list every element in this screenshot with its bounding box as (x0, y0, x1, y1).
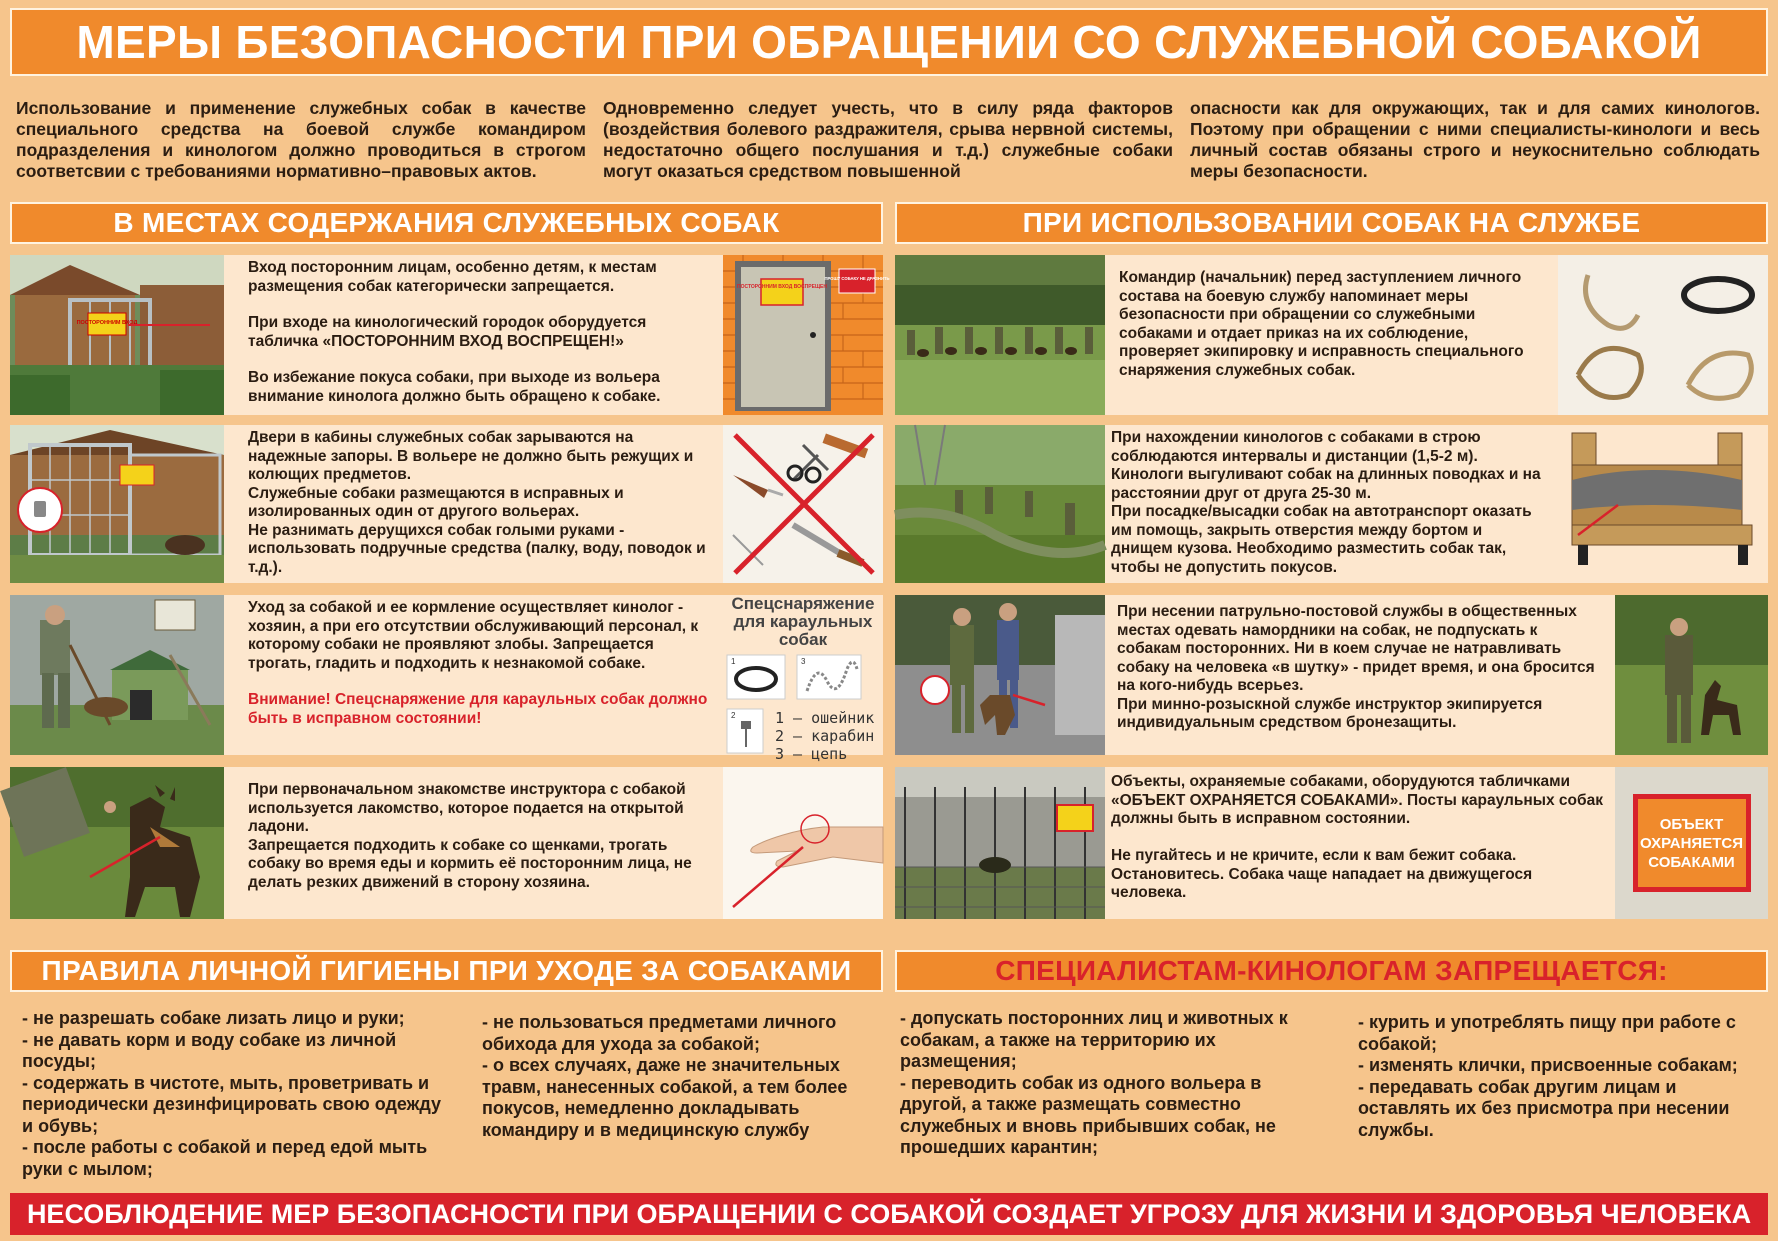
hygiene-title: ПРАВИЛА ЛИЧНОЙ ГИГИЕНЫ ПРИ УХОДЕ ЗА СОБАКАМИ (10, 950, 883, 992)
feeding-photo (10, 595, 224, 755)
intro-paragraph-2: Одновременно следует учесть, что в силу ряда факторов (воздействия болевого раздражителя, срыва нервной системы, недостаточно общего послушания и т.д.) служебные собаки могут оказаться средством повышенной (603, 98, 1173, 181)
left-row-3-text (224, 595, 723, 755)
kennel-gate-photo (10, 255, 224, 415)
enclosure-photo (10, 425, 224, 583)
left-row-2-text: Двери в кабины служебных собак зарываются на надежные запоры. В вольере не должно быть режущих и колющих предметов. Служебные собаки размещаются в исправных и изолированных один от другого вольерах. Не разнимать дерущихся собак голыми руками - использовать подручные средства (палку, воду, поводок и т.д.). (248, 429, 706, 576)
left-section-title: В МЕСТАХ СОДЕРЖАНИЯ СЛУЖЕБНЫХ СОБАК (10, 202, 883, 244)
equipment-number-2: 2 (731, 711, 736, 720)
walk-photo (895, 425, 1105, 583)
door-illustration (723, 255, 890, 415)
equipment-items-illustration (1558, 255, 1768, 415)
intro-paragraph-1: Использование и применение служебных собак в качестве специального средства на боевой службе командиром подразделения и кинологом должно проводиться в строгом соответсвии с требованиями нормативно–правовых актов. (16, 98, 586, 181)
door-sign-text: ПОСТОРОННИМ ВХОД ВОСПРЕЩЕН (736, 284, 828, 290)
prohibited-title: СПЕЦИАЛИСТАМ-КИНОЛОГАМ ЗАПРЕЩАЕТСЯ: (895, 950, 1768, 992)
legend-item: 2 – карабин (775, 727, 875, 745)
equipment-panel (723, 594, 883, 763)
equipment-number-1: 1 (731, 657, 736, 666)
right-row-4 (895, 767, 1768, 919)
formation-photo (895, 255, 1105, 415)
right-row-1 (895, 255, 1768, 415)
guard-sign: ОБЪЕКТ ОХРАНЯЕТСЯ СОБАКАМИ (1633, 794, 1751, 892)
right-section-title: ПРИ ИСПОЛЬЗОВАНИИ СОБАК НА СЛУЖБЕ (895, 202, 1768, 244)
equipment-legend (767, 707, 874, 763)
left-row-3 (10, 594, 883, 763)
right-row-3 (895, 595, 1768, 755)
treat-photo (10, 767, 224, 919)
left-row-4 (10, 767, 883, 919)
warning-text: Внимание! Спецснаряжение для караульных собак должно быть в исправном состоянии! (248, 691, 708, 727)
handler-armor-photo (1615, 595, 1768, 755)
guarded-fence-photo (895, 767, 1105, 919)
rule-text: При входе на кинологический городок оборудуется табличка «ПОСТОРОННИМ ВХОД ВОСПРЕЩЕН!» (248, 314, 647, 350)
legend-item: 3 – цепь (775, 745, 848, 763)
prohibited-list-1: - допускать посторонних лиц и животных к собакам, а также на территорию их размещения; - переводить собак из одного вольера в другой, а также размещать совместно служебных и вновь прибывших собак, не прошедших карантин; (900, 1008, 1288, 1157)
door-sign2-text: ПРОШУ СОБАКУ НЕ ДРАЗНИТЬ (824, 276, 890, 281)
right-row-2-text: При нахождении кинологов с собаками в строю соблюдаются интервалы и дистанции (1,5-2 м). Кинологи выгуливают собак на длинных поводках и на расстоянии друг от друга 25-30 м. При посадке/высадки собак на автотранспорт оказать им помощь, закрыть отверстия между бортом и днищем кузова. Необходимо разместить собак так, чтобы не допустить покусов. (1111, 429, 1541, 576)
rule-text: Во избежание покуса собаки, при выходе из вольера внимание кинолога должно быть обращено к собаке. (248, 369, 661, 405)
patrol-photo (895, 595, 1105, 755)
equipment-title: Спецснаряжение для караульных собак (731, 594, 875, 649)
legend-item: 1 – ошейник (775, 709, 875, 727)
truck-bed-illustration (1558, 425, 1768, 583)
footer-warning: НЕСОБЛЮДЕНИЕ МЕР БЕЗОПАСНОСТИ ПРИ ОБРАЩЕНИИ С СОБАКОЙ СОЗДАЕТ УГРОЗУ ДЛЯ ЖИЗНИ И ЗДОРОВЬЯ ЧЕЛОВЕКА (10, 1193, 1768, 1235)
right-row-1-text: Командир (начальник) перед заступлением личного состава на боевую службу напоминает меры безопасности при обращении со служебными собаками и отдает приказ на их соблюдение, проверяет экипировку и исправность специального снаряжения служебных собак. (1119, 269, 1524, 379)
rule-text: Вход посторонним лицам, особенно детям, к местам размещения собак категорически запрещается. (248, 259, 657, 295)
right-row-2 (895, 425, 1768, 583)
prohibited-list-2: - курить и употреблять пищу при работе с собакой; - изменять клички, присвоенные собакам; - передавать собак другим лицам и оставлять их без присмотра при несении службы. (1358, 1012, 1738, 1140)
right-row-3-text: При несении патрульно-постовой службы в общественных местах одевать намордники на собак, не подпускать к собакам посторонних. Ни в коем случае не натравливать собаку на человека «в шутку» - придет время, и она бросится на кого-нибудь всерьез. При минно-розыскной службе инструктор экипируется индивидуальным средством бронезащиты. (1117, 603, 1595, 731)
gate-sign-text: ПОСТОРОННИМ ВХОД (76, 320, 138, 326)
rule-text: Уход за собакой и ее кормление осуществляет кинолог - хозяин, а при его отсутствии обслуживающий персонал, к которому собаки не проявляют злобы. Запрещается трогать, гладить и подходить к незнакомой собаке. (248, 599, 699, 672)
page-title: МЕРЫ БЕЗОПАСНОСТИ ПРИ ОБРАЩЕНИИ СО СЛУЖЕБНОЙ СОБАКОЙ (10, 8, 1768, 76)
hygiene-list-2: - не пользоваться предметами личного обихода для ухода за собакой; - о всех случаях, даже не значительных травм, нанесенных собакой, а тем более покусов, немедленно докладывать командиру и в медицинскую службу (482, 1012, 848, 1140)
forbidden-sharp-objects-illustration (723, 425, 883, 583)
open-palm-illustration (723, 767, 883, 919)
left-row-1 (10, 255, 890, 415)
hygiene-list-1: - не разрешать собаке лизать лицо и руки; - не давать корм и воду собаке из личной посуды; - содержать в чистоте, мыть, проветривать и периодически дезинфицировать свою одежду и обувь; - после работы с собакой и перед едой мыть руки с мылом; (22, 1008, 442, 1179)
left-row-4-text: При первоначальном знакомстве инструктора с собакой используется лакомство, которое подается на открытой ладони. Запрещается подходить к собаке со щенками, трогать собаку во время еды и кормить её посторонним лица, не делать резких движений в сторону хозяина. (248, 781, 692, 891)
equipment-number-3: 3 (801, 657, 806, 666)
intro-paragraph-3: опасности как для окружающих, так и для самих кинологов. Поэтому при обращении с ними специалисты-кинологи и весь личный состав обязаны строго и неукоснительно соблюдать меры безопасности. (1190, 98, 1760, 181)
left-row-1-text (224, 255, 723, 415)
right-row-4-text: Объекты, охраняемые собаками, оборудуются табличками «ОБЪЕКТ ОХРАНЯЕТСЯ СОБАКАМИ». Посты караульных собак должны быть в исправном состоянии. Не пугайтесь и не кричите, если к вам бежит собака. Остановитесь. Собака чаще нападает на движущегося человека. (1111, 773, 1603, 901)
guard-sign-illustration (1615, 767, 1768, 919)
left-row-2 (10, 425, 883, 583)
